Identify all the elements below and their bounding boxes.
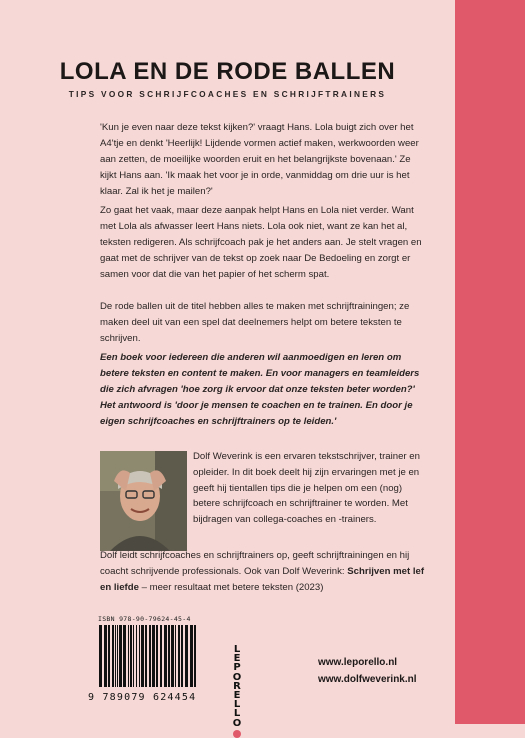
- blurb-paragraph-3: De rode ballen uit de titel hebben alles te maken met schrijftrainingen; ze maken deel uit van een spel dat deelnemers helpt om betere teksten te schrijven.: [100, 301, 410, 344]
- barcode-bar: [141, 625, 144, 687]
- barcode-bar: [181, 625, 183, 687]
- barcode-bar: [99, 625, 102, 687]
- spine-stripe: [455, 0, 525, 724]
- blurb-paragraph-1: 'Kun je even naar deze tekst kijken?' vraagt Hans. Lola buigt zich over het A4'tje en denkt 'Heerlijk! Lijdende vormen actief maken, werkwoorden weer aan zetten, de moeilijke woorden eruit en het belangrijkste bovenaan.' Ze kijkt Hans aan. 'Ik maak het voor je in orde, vanmiddag om drie uur is het klaar. Zal ik het je mailen?': [100, 122, 419, 197]
- book-title: LOLA EN DE RODE BALLEN: [59, 58, 396, 85]
- author-bio: Dolf Weverink is een ervaren tekstschrijver, trainer en opleider. In dit boek deelt hij zijn ervaringen met je en geeft hij tientallen tips die je helpen om een (nog) betere schrijfcoach en schrijftrainer te worden. Met bijdragen van collega-coaches en -trainers.: [193, 451, 420, 526]
- publisher-logo-letter: O: [232, 717, 242, 729]
- other-book-title: Schrijven met lef en liefde: [100, 565, 425, 593]
- barcode-number: 9 789079 624454: [88, 692, 197, 703]
- publisher-logo-letter: L: [233, 699, 241, 711]
- barcode-bar: [130, 625, 132, 687]
- barcode-bar: [145, 625, 147, 687]
- publisher-logo-letters: [229, 645, 245, 728]
- blurb-paragraph-2: Zo gaat het vaak, maar deze aanpak helpt Hans en Lola niet verder. Want met Lola als afwasser leert Hans niets. Lola ook niet, want ze kan het al, teksten redigeren. Als schrijfcoach pak je het anders aan. Je stelt vragen en gaat met de schrijver van de tekst op zoek naar De Bedoeling en zorgt er samen voor dat die van het papier of het scherm spat.: [100, 205, 422, 280]
- barcode-bar: [149, 625, 151, 687]
- barcode-bar: [136, 625, 137, 687]
- barcode-bar: [117, 625, 118, 687]
- publisher-url[interactable]: www.leporello.nl: [318, 657, 398, 668]
- barcode-bar: [171, 625, 174, 687]
- barcode-bar: [119, 625, 122, 687]
- author-bio-more: [100, 548, 430, 595]
- barcode: [98, 625, 198, 692]
- publisher-logo-dot: [233, 730, 241, 738]
- publisher-logo-letter: O: [232, 671, 242, 683]
- barcode-bar: [112, 625, 114, 687]
- barcode-bar: [175, 625, 176, 687]
- barcode-bar: [152, 625, 155, 687]
- author-bio-more-text: Dolf leidt schrijfcoaches en schrijftrainers op, geeft schrijftrainingen en hij coacht schrijvende professionals. Ook van Dolf Weverink:: [100, 550, 410, 577]
- book-subtitle: TIPS VOOR SCHRIJFCOACHES EN SCHRIJFTRAINERS: [68, 89, 387, 99]
- author-photo: [100, 451, 187, 551]
- barcode-bar: [164, 625, 167, 687]
- publisher-logo-letter: L: [233, 644, 241, 655]
- publisher-logo-letter: P: [233, 662, 241, 674]
- barcode-bar: [104, 625, 107, 687]
- barcode-bar: [190, 625, 193, 687]
- barcode-bar: [139, 625, 140, 687]
- publisher-logo-letter: L: [233, 708, 241, 720]
- author-url[interactable]: www.dolfweverink.nl: [318, 674, 417, 685]
- barcode-bar: [168, 625, 170, 687]
- isbn-label: ISBN 978-90-79624-45-4: [98, 615, 191, 623]
- barcode-bar: [108, 625, 110, 687]
- blurb-paragraph-emphasis: Een boek voor iedereen die anderen wil aanmoedigen en leren om betere teksten en content te maken. En voor managers en teamleiders die zich afvragen 'hoe zorg ik ervoor dat onze teksten beter worden?' Het antwoord is 'door je mensen te coachen en te trainen. En door je eigen schrijfcoaches en schrijftrainers op te leiden.': [100, 352, 420, 427]
- barcode-bar: [123, 625, 126, 687]
- barcode-bar: [115, 625, 116, 687]
- barcode-bar: [185, 625, 188, 687]
- barcode-bar: [133, 625, 134, 687]
- barcode-bar: [160, 625, 162, 687]
- publisher-logo-letter: E: [233, 690, 241, 702]
- publisher-logo-letter: E: [233, 653, 241, 665]
- barcode-bar: [194, 625, 196, 687]
- other-book-tagline: – meer resultaat met betere teksten (2023): [138, 581, 324, 593]
- url-list: [318, 654, 417, 688]
- barcode-bar: [128, 625, 129, 687]
- publisher-logo-letter: R: [233, 680, 241, 692]
- barcode-bar: [178, 625, 180, 687]
- barcode-bar: [156, 625, 158, 687]
